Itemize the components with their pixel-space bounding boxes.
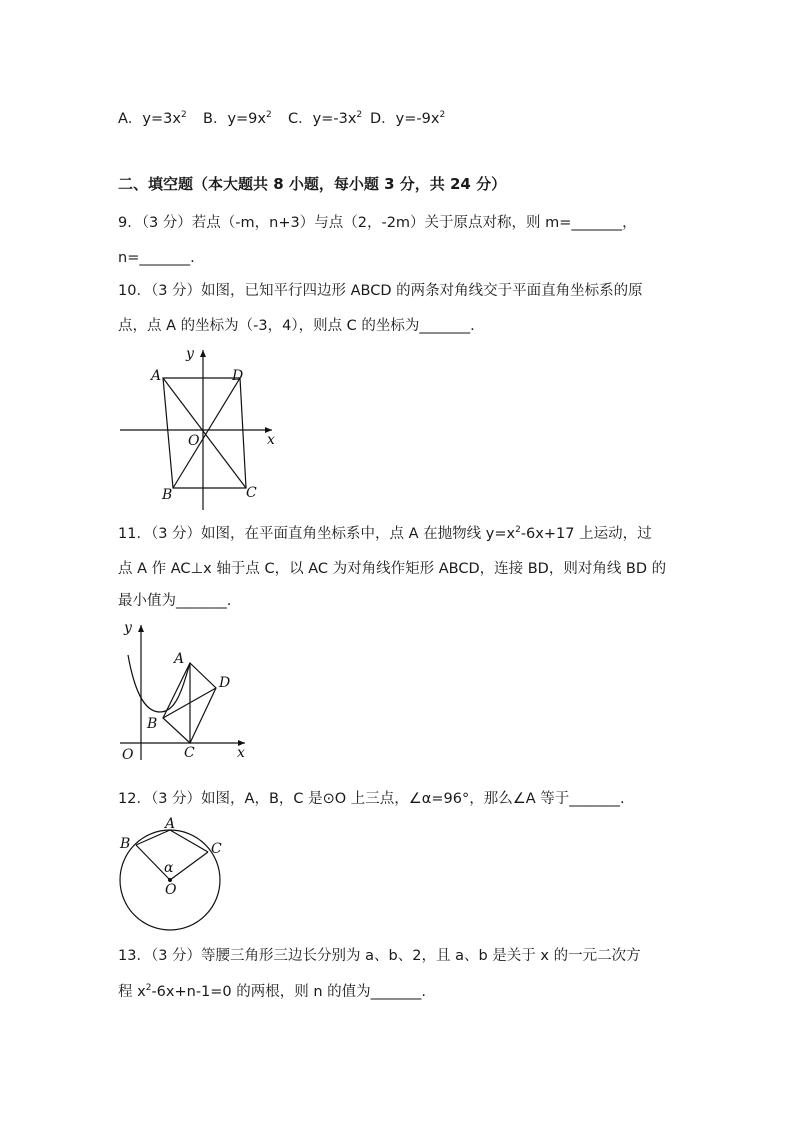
label-o: O xyxy=(188,433,200,449)
q11-line2: 点 A 作 AC⊥x 轴于点 C，以 AC 为对角线作矩形 ABCD，连接 BD，则对角线 BD 的 xyxy=(118,561,667,577)
section-title: 二、填空题（本大题共 8 小题，每小题 3 分，共 24 分） xyxy=(118,175,507,193)
q13-line1: 13．（3 分）等腰三角形三边长分别为 a、b、2，且 a、b 是关于 x 的一元二次方 xyxy=(118,948,641,964)
choice-d: D．$y=-9x^2$ xyxy=(370,110,446,127)
radius-oc xyxy=(170,852,208,880)
q11-line1: 11．（3 分）如图，在平面直角坐标系中，点 A 在抛物线 $y=x^2-6x+17$ 上运动，过 xyxy=(118,525,652,542)
label-c: C xyxy=(211,841,222,857)
q10-line1: 10．（3 分）如图，已知平行四边形 ABCD 的两条对角线交于平面直角坐标系的原 xyxy=(118,283,643,299)
q9-line1: 9．（3 分）若点（-m，n+3）与点（2，-2m）关于原点对称，则 m=_______， xyxy=(118,215,637,231)
label-a: A xyxy=(165,816,176,832)
label-b: B xyxy=(162,487,173,503)
label-c: C xyxy=(246,485,257,501)
label-b: B xyxy=(147,716,158,732)
label-o: O xyxy=(165,882,177,898)
q13-line2: 程 $x^2-6x+n-1=0$ 的两根，则 n 的值为_______. xyxy=(118,983,427,1000)
label-b: B xyxy=(120,836,131,852)
label-o: O xyxy=(122,747,134,763)
label-d: D xyxy=(219,675,231,691)
choice-b: B．$y=9x^2$ xyxy=(203,110,272,127)
choice-c: C．$y=-3x^2$ xyxy=(288,110,363,127)
q10-line2: 点，点 A 的坐标为（-3，4），则点 C 的坐标为_______. xyxy=(118,318,475,334)
choice-a: A．$y=3x^2$ xyxy=(118,110,187,127)
label-a: A xyxy=(174,651,185,667)
label-a: A xyxy=(151,368,162,384)
q9-line2: n=_______. xyxy=(118,250,195,266)
q12-line1: 12．（3 分）如图，A，B，C 是⊙O 上三点，∠α=96°，那么∠A 等于_______. xyxy=(118,791,625,807)
label-y: y xyxy=(124,620,132,636)
label-c: C xyxy=(184,745,195,761)
label-alpha: α xyxy=(164,860,174,876)
label-d: D xyxy=(232,368,244,384)
label-y: y xyxy=(186,346,194,362)
label-x: x xyxy=(237,745,245,761)
label-x: x xyxy=(267,432,275,448)
q11-line3: 最小值为_______. xyxy=(118,593,232,609)
chords-ba-ac xyxy=(136,830,208,852)
